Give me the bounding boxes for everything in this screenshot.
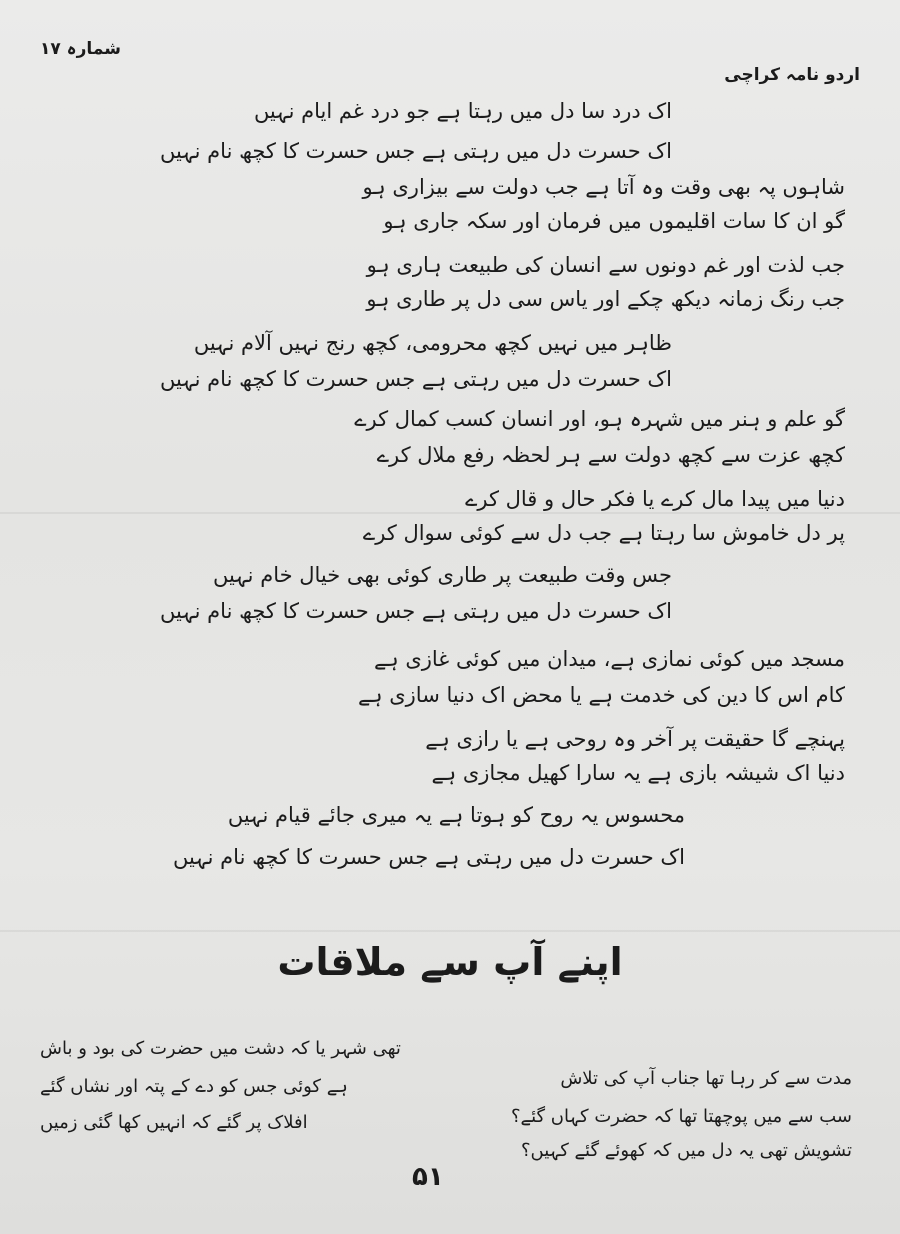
poem-line: پر دل خاموش سا رہتا ہے جب دل سے کوئی سوال کرے bbox=[362, 521, 845, 545]
poem-line: جس وقت طبیعت پر طاری کوئی بھی خیال خام نہیں bbox=[213, 563, 672, 587]
ghazal-left-line: افلاک پر گئے کہ انہیں کھا گئی زمیں bbox=[40, 1112, 308, 1133]
ghazal-left-line: ہے کوئی جس کو دے کے پتہ اور نشاں گئے bbox=[40, 1076, 348, 1097]
poem-line: گو ان کا سات اقلیموں میں فرمان اور سکہ جاری ہو bbox=[383, 209, 845, 233]
paper-fold bbox=[0, 930, 900, 932]
poem-line: اک درد سا دل میں رہتا ہے جو درد غم ایام نہیں bbox=[253, 99, 672, 123]
page-number: ۵۱ bbox=[412, 1162, 444, 1192]
poem-line: کچھ عزت سے کچھ دولت سے ہر لحظہ رفع ملال کرے bbox=[376, 443, 845, 467]
section-title: اپنے آپ سے ملاقات bbox=[277, 940, 623, 984]
issue-number: شمارہ ۱۷ bbox=[40, 39, 121, 59]
ghazal-right-line: مدت سے کر رہا تھا جناب آپ کی تلاش bbox=[560, 1068, 852, 1089]
poem-line: جب لذت اور غم دونوں سے انسان کی طبیعت ہاری ہو bbox=[366, 253, 845, 277]
poem-line: مسجد میں کوئی نمازی ہے، میدان میں کوئی غازی ہے bbox=[374, 647, 845, 671]
magazine-title: اردو نامہ کراچی bbox=[724, 65, 860, 85]
poem-line: اک حسرت دل میں رہتی ہے جس حسرت کا کچھ نام نہیں bbox=[160, 367, 672, 391]
poem-line: دنیا اک شیشہ بازی ہے یہ سارا کھیل مجازی ہے bbox=[431, 761, 845, 785]
poem-line: اک حسرت دل میں رہتی ہے جس حسرت کا کچھ نام نہیں bbox=[160, 599, 672, 623]
poem-line: اک حسرت دل میں رہتی ہے جس حسرت کا کچھ نام نہیں bbox=[160, 139, 672, 163]
poem-line: دنیا میں پیدا مال کرے یا فکر حال و قال کرے bbox=[465, 487, 845, 511]
poem-line: جب رنگ زمانہ دیکھ چکے اور یاس سی دل پر طاری ہو bbox=[366, 287, 845, 311]
poem-line: محسوس یہ روح کو ہوتا ہے یہ میری جائے قیام نہیں bbox=[227, 803, 685, 827]
poem-line: پہنچے گا حقیقت پر آخر وہ روحی ہے یا رازی ہے bbox=[425, 727, 845, 751]
poem-line: کام اس کا دین کی خدمت ہے یا محض اک دنیا سازی ہے bbox=[357, 683, 845, 707]
ghazal-left-line: تھی شہر یا کہ دشت میں حضرت کی بود و باش bbox=[40, 1038, 401, 1059]
poem-line: گو علم و ہنر میں شہرہ ہو، اور انسان کسب کمال کرے bbox=[354, 407, 845, 431]
ghazal-right-line: تشویش تھی یہ دل میں کہ کھوئے گئے کہیں؟ bbox=[520, 1140, 852, 1161]
poem-line: ظاہر میں نہیں کچھ محرومی، کچھ رنج نہیں آلام نہیں bbox=[193, 331, 672, 355]
poem-line: شاہوں پہ بھی وقت وہ آتا ہے جب دولت سے بیزاری ہو bbox=[362, 175, 845, 199]
ghazal-right-line: سب سے میں پوچھتا تھا کہ حضرت کہاں گئے؟ bbox=[510, 1106, 852, 1127]
poem-line: اک حسرت دل میں رہتی ہے جس حسرت کا کچھ نام نہیں bbox=[173, 845, 685, 869]
